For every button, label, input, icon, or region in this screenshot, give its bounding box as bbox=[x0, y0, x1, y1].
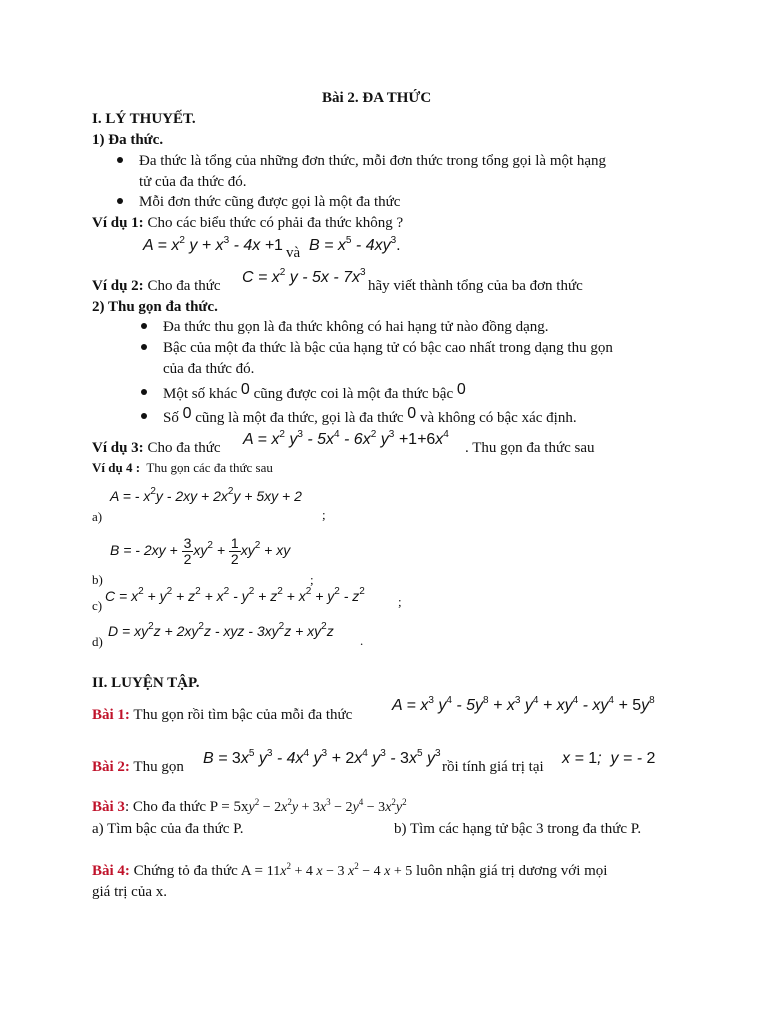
s2-bullet2-line1: Bậc của một đa thức là bậc của hạng tử có bậc cao nhất trong dạng thu gọn bbox=[163, 340, 613, 356]
example4-formula-b: B = - 2xy + $\frac{3}{2}$ $xy^2$ + $\frac{1}{2}$ $xy^2$ + xy bbox=[110, 535, 291, 567]
problem4-line2: giá trị của x. bbox=[92, 884, 167, 900]
practice-heading: II. LUYỆN TẬP. bbox=[92, 675, 200, 691]
example1: Ví dụ 1: Cho các biểu thức có phải đa thức không ? bbox=[92, 215, 404, 231]
problem3-part-a: a) Tìm bậc của đa thức P. bbox=[92, 821, 244, 837]
s2-bullet3: Một số khác 0 cũng được coi là một đa thức bậc 0 bbox=[163, 381, 466, 402]
example4: Ví dụ 4 : Thu gọn các đa thức sau bbox=[92, 460, 273, 475]
problem1: Bài 1: Thu gọn rồi tìm bậc của mỗi đa thức bbox=[92, 707, 353, 723]
example4-semicolon-a: ; bbox=[322, 507, 326, 522]
example1-formula-b: $B = x^5 - 4xy^3$. bbox=[309, 235, 401, 254]
s2-bullet1: Đa thức thu gọn là đa thức không có hai hạng tử nào đồng dạng. bbox=[163, 319, 549, 335]
s2-bullet2-line2: của đa thức đó. bbox=[163, 361, 255, 377]
example1-formula-a: $A = x^2$ $y + x^3 - 4x +1$ bbox=[143, 235, 283, 254]
bullet-icon bbox=[141, 344, 147, 350]
example4-label-b: b) bbox=[92, 572, 103, 587]
bullet-icon bbox=[141, 389, 147, 395]
problem4-line1: Bài 4: Chứng tỏ đa thức $A = 11x^2 + 4$ x − 3 $x^2 - 4$ x + 5 luôn nhận giá trị dương với mọi bbox=[92, 861, 608, 879]
problem3: Bài 3: Cho đa thức $P = 5xy^2 - 2x^2y + 3x^3 - 2y^4 - 3x^2y^2$ bbox=[92, 797, 407, 815]
problem3-part-b: b) Tìm các hạng tử bậc 3 trong đa thức P. bbox=[394, 821, 642, 837]
example4-formula-a: A = - $x^2y - 2xy + 2x^2y + 5xy + 2$ bbox=[110, 486, 302, 504]
example2: Ví dụ 2: Cho đa thức bbox=[92, 278, 221, 294]
example2-formula: $C = x^2$ y - $5x - 7x^3$ bbox=[242, 267, 366, 286]
problem2: Bài 2: Thu gọn bbox=[92, 759, 184, 775]
problem1-formula: $A = x^3$ $y^4 - 5y^8 + x^3$ $y^4 + xy^4 - xy^4 + 5y^8$ bbox=[392, 695, 655, 714]
bullet-icon bbox=[117, 157, 123, 163]
bullet-icon bbox=[141, 323, 147, 329]
section2-heading: 2) Thu gọn đa thức. bbox=[92, 299, 218, 315]
s1-bullet2: Mỗi đơn thức cũng được gọi là một đa thức bbox=[139, 194, 401, 210]
example4-period-d: . bbox=[360, 633, 364, 648]
problem2-formula: $B = 3x^5$ $y^3 - 4x^4$ $y^3 + 2x^4$ $y^3 - 3x^5$ $y^3$ bbox=[203, 748, 441, 767]
example2-tail: hãy viết thành tổng của ba đơn thức bbox=[368, 278, 583, 294]
example4-formula-d: $D = xy^2z + 2xy^2z$ - xyz - $3xy^2z + xy^2z$ bbox=[108, 621, 334, 639]
example4-label-d: d) bbox=[92, 634, 103, 649]
example3-tail: . Thu gọn đa thức sau bbox=[465, 440, 595, 456]
example4-semicolon-c: ; bbox=[398, 594, 402, 609]
example4-label-c: c) bbox=[92, 598, 103, 613]
bullet-icon bbox=[141, 413, 147, 419]
section1-heading: 1) Đa thức. bbox=[92, 132, 164, 148]
problem2-tail: rồi tính giá trị tại bbox=[442, 759, 544, 775]
s1-bullet1-line2: tử của đa thức đó. bbox=[139, 174, 247, 190]
bullet-icon bbox=[117, 198, 123, 204]
s1-bullet1-line1: Đa thức là tổng của những đơn thức, mỗi đơn thức trong tổng gọi là một hạng bbox=[139, 153, 607, 169]
theory-heading: I. LÝ THUYẾT. bbox=[92, 111, 196, 127]
page-title: Bài 2. ĐA THỨC bbox=[322, 90, 432, 106]
example4-label-a: a) bbox=[92, 509, 103, 524]
example3-formula: $A = x^2$ $y^3 - 5x^4 - 6x^2$ $y^3 +1+6x^4$ bbox=[243, 429, 449, 448]
example4-formula-c: $C = x^2 + y^2 + z^2 + x^2 - y^2 + z^2 + x^2 + y^2 - z^2$ bbox=[105, 586, 365, 604]
problem2-values: x = 1; y = - 2 bbox=[562, 750, 656, 767]
s2-bullet4: Số 0 cũng là một đa thức, gọi là đa thức 0 và không có bậc xác định. bbox=[163, 405, 577, 426]
example4-semicolon-b: ; bbox=[310, 572, 314, 587]
example1-and: và bbox=[286, 245, 301, 261]
example3: Ví dụ 3: Cho đa thức bbox=[92, 440, 221, 456]
